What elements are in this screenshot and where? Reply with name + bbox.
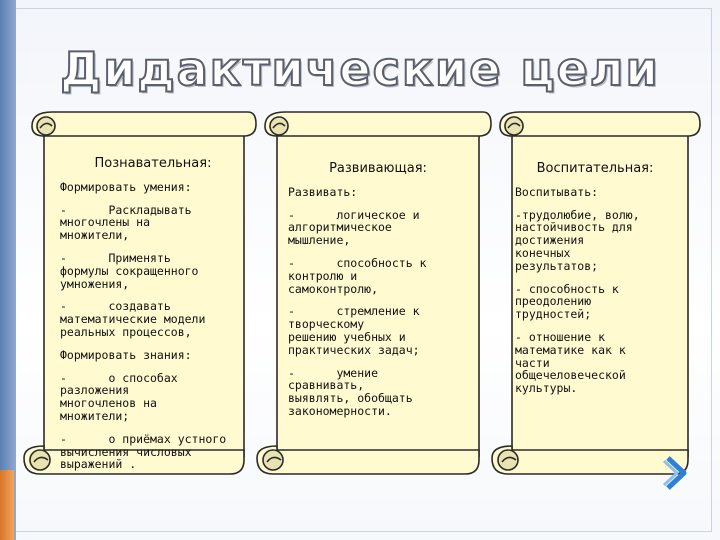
paragraph-list	[515, 186, 675, 395]
column-paragraph: - способность к преодолению трудностей;	[515, 281, 619, 322]
column-developmental-text	[288, 163, 468, 428]
column-paragraph: - о приёмах устного вычисления числовых выражений .	[60, 431, 227, 472]
column-paragraph: Формировать умения:	[60, 179, 192, 194]
column-paragraph: Развивать:	[288, 184, 358, 199]
column-paragraph: - умение сравнивать, выявлять, обобщать закономерности.	[288, 365, 413, 418]
column-paragraph: Воспитывать:	[515, 184, 599, 199]
column-educational-text	[515, 163, 675, 405]
column-paragraph: - о способах разложения многочленов на множители;	[60, 370, 178, 423]
column-cognitive-text	[60, 158, 246, 481]
left-accent-bar-bottom	[0, 470, 14, 540]
column-paragraph: - отношение к математике как к части общечеловеческой культуры.	[515, 329, 626, 396]
column-paragraph: - Раскладывать многочлены на множители,	[60, 202, 192, 243]
column-heading: Воспитательная:	[536, 161, 654, 176]
column-paragraph: -трудолюбие, волю, настойчивость для достижения конечных результатов;	[515, 207, 640, 273]
paragraph-list	[60, 181, 246, 471]
slide-title: Дидактические цели	[60, 42, 660, 96]
column-paragraph: - способность к контролю и самоконтролю,	[288, 255, 427, 296]
column-heading: Развивающая:	[329, 161, 427, 176]
column-paragraph: - Применять формулы сокращенного умножения,	[60, 250, 199, 291]
column-paragraph: - создавать математические модели реальных процессов,	[60, 299, 206, 339]
column-paragraph: Формировать знания:	[60, 347, 192, 362]
column-heading: Познавательная:	[94, 156, 212, 171]
paragraph-list	[288, 186, 468, 418]
chevron-right-icon[interactable]	[662, 455, 692, 491]
column-paragraph: - стремление к творческому решению учебных и практических задач;	[288, 304, 420, 357]
column-paragraph: - логическое и алгоритмическое мышление,	[288, 207, 420, 248]
